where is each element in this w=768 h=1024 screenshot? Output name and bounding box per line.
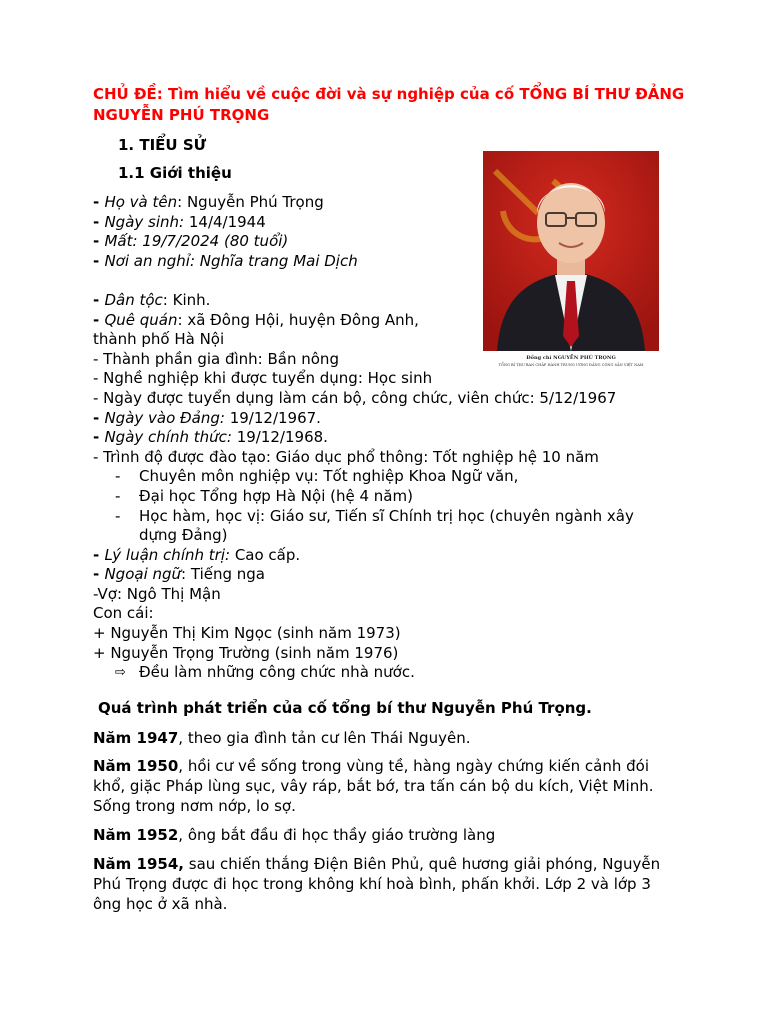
bio-hometown: - Quê quán: xã Đông Hội, huyện Đông Anh, [93,310,419,329]
bio-occupation: - Nghề nghiệp khi được tuyển dụng: Học sinh [93,369,433,388]
bio-child: + Nguyễn Trọng Trường (sinh năm 1976) [93,643,399,662]
bio-education: - Trình độ được đào tạo: Giáo dục phổ thông: Tốt nghiệp hệ 10 năm [93,447,599,466]
edu-item: - Học hàm, học vị: Giáo sư, Tiến sĩ Chính trị học (chuyên ngành xây [115,506,634,525]
document-title: CHỦ ĐỀ: Tìm hiểu về cuộc đời và sự nghiệp của cố TỔNG BÍ THƯ ĐẢNG NGUYỄN PHÚ TRỌNG [93,85,685,124]
bio-child: + Nguyễn Thị Kim Ngọc (sinh năm 1973) [93,624,401,643]
subsection-heading-introduction: 1.1 Giới thiệu [118,164,232,182]
bio-ethnicity: - Dân tộc: Kinh. [93,290,211,309]
arrow-right-icon: ⇨ [115,665,126,681]
bio-official-member: - Ngày chính thức: 19/12/1968. [93,428,328,447]
photo-caption-line1: Đồng chí NGUYỄN PHÚ TRỌNG [526,355,616,361]
bio-death: - Mất: 19/7/2024 (80 tuổi) [93,232,289,251]
bio-hometown-cont: thành phố Hà Nội [93,330,225,349]
bio-children-label: Con cái: [93,604,154,623]
photo-caption-line2: TỔNG BÍ THƯ BAN CHẤP HÀNH TRUNG ƯƠNG ĐẢNG CỘNG SẢN VIỆT NAM [498,363,644,367]
bio-birthdate: - Ngày sinh: 14/4/1944 [93,212,266,231]
biography-details [93,193,693,683]
bio-party-join: - Ngày vào Đảng: 19/12/1967. [93,408,321,427]
edu-item-cont: dựng Đảng) [139,526,228,545]
bio-political-theory: - Lý luận chính trị: Cao cấp. [93,545,301,564]
bio-recruitment: - Ngày được tuyển dụng làm cán bộ, công chức, viên chức: 5/12/1967 [93,388,617,407]
timeline-entry: Năm 1947, theo gia đình tản cư lên Thái Nguyên. [93,729,471,747]
bio-name: - Họ và tên: Nguyễn Phú Trọng [93,193,324,211]
timeline-heading: Quá trình phát triển của cố tổng bí thư Nguyễn Phú Trọng. [98,699,592,717]
section-heading-biography: 1. TIỂU SỬ [118,136,207,154]
timeline-entry: Năm 1950, hồi cư về sống trong vùng tề, hàng ngày chứng kiến cảnh đói khổ, giặc Pháp lùng sục, vây ráp, bắt bớ, tra tấn cán bộ du kích, Việt Minh. Sống trong nơm nớp, lo sợ. [93,757,654,815]
bio-wife: -Vợ: Ngô Thị Mận [93,584,221,603]
edu-item: - Đại học Tổng hợp Hà Nội (hệ 4 năm) [115,486,413,505]
timeline-entry: Năm 1952, ông bắt đầu đi học thầy giáo trường làng [93,826,496,844]
bio-family: - Thành phần gia đình: Bần nông [93,349,339,368]
bio-children-note: ⇨ Đều làm những công chức nhà nước. [115,663,415,682]
bio-resting-place: - Nơi an nghỉ: Nghĩa trang Mai Dịch [93,251,358,270]
edu-item: - Chuyên môn nghiệp vụ: Tốt nghiệp Khoa Ngữ văn, [115,467,519,486]
timeline-entry: Năm 1954, sau chiến thắng Điện Biên Phủ, quê hương giải phóng, Nguyễn Phú Trọng được đi học trong không khí hoà bình, phấn khởi. Lớp 2 và lớp 3 ông học ở xã nhà. [93,855,661,913]
bio-foreign-language: - Ngoại ngữ: Tiếng nga [93,565,265,584]
spacer [93,271,693,291]
